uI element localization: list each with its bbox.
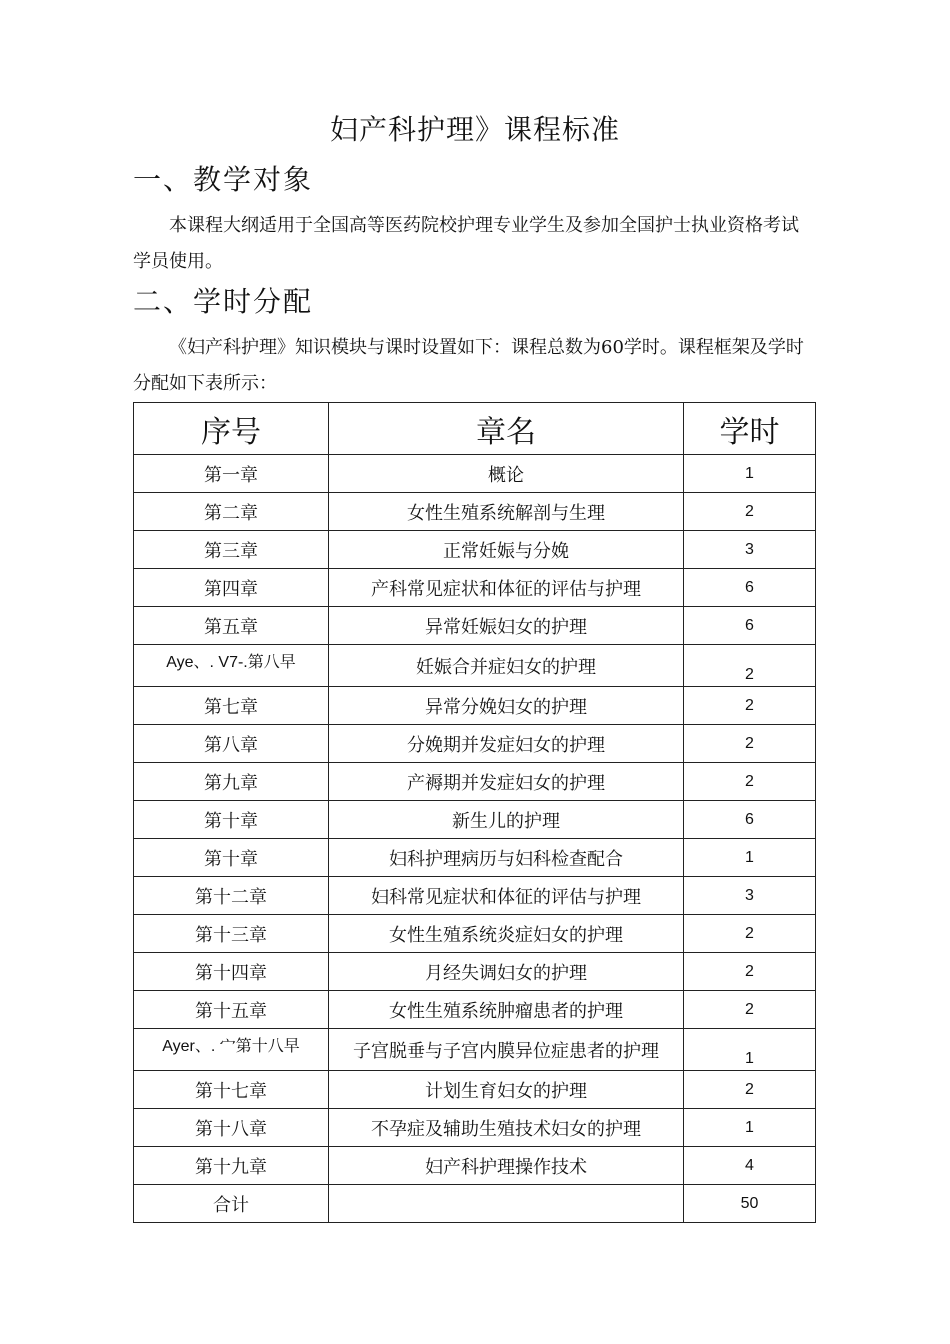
chapter-number: 第十二章 bbox=[134, 877, 329, 915]
chapter-name: 女性生殖系统解剖与生理 bbox=[329, 493, 684, 531]
total-hours: 50 bbox=[684, 1185, 816, 1223]
chapter-number: 第十九章 bbox=[134, 1147, 329, 1185]
document-title: 妇产科护理》课程标准 bbox=[329, 113, 620, 146]
chapter-name: 妇科常见症状和体征的评估与护理 bbox=[329, 877, 684, 915]
chapter-number: 第十章 bbox=[134, 839, 329, 877]
table-header-row bbox=[134, 403, 816, 455]
table-row bbox=[134, 991, 816, 1029]
table-row bbox=[134, 493, 816, 531]
chapter-name: 子宫脱垂与子宫内膜异位症患者的护理 bbox=[329, 1029, 684, 1071]
chapter-name: 不孕症及辅助生殖技术妇女的护理 bbox=[329, 1109, 684, 1147]
chapter-number: 第十三章 bbox=[134, 915, 329, 953]
header-hours: 学时 bbox=[684, 403, 816, 455]
hours-table bbox=[133, 402, 816, 1223]
table-row bbox=[134, 531, 816, 569]
chapter-number: 第十五章 bbox=[134, 991, 329, 1029]
chapter-number: 第十章 bbox=[134, 801, 329, 839]
chapter-name: 女性生殖系统炎症妇女的护理 bbox=[329, 915, 684, 953]
section-paragraph-teaching-target: 本课程大纲适用于全国高等医药院校护理专业学生及参加全国护士执业资格考试学员使用。 bbox=[133, 215, 799, 272]
chapter-hours: 1 bbox=[684, 455, 816, 493]
table-row bbox=[134, 645, 816, 687]
chapter-hours: 2 bbox=[684, 763, 816, 801]
chapter-hours: 2 bbox=[684, 645, 816, 687]
total-name bbox=[329, 1185, 684, 1223]
chapter-hours: 2 bbox=[684, 687, 816, 725]
chapter-number: 第五章 bbox=[134, 607, 329, 645]
table-row bbox=[134, 569, 816, 607]
chapter-name: 月经失调妇女的护理 bbox=[329, 953, 684, 991]
chapter-hours: 2 bbox=[684, 991, 816, 1029]
chapter-number: 第十七章 bbox=[134, 1071, 329, 1109]
total-label: 合计 bbox=[134, 1185, 329, 1223]
chapter-number: 第四章 bbox=[134, 569, 329, 607]
chapter-name: 概论 bbox=[329, 455, 684, 493]
chapter-name: 产科常见症状和体征的评估与护理 bbox=[329, 569, 684, 607]
chapter-number: Ayer、. 宀第十八早 bbox=[134, 1029, 329, 1071]
chapter-name: 妇产科护理操作技术 bbox=[329, 1147, 684, 1185]
table-row bbox=[134, 915, 816, 953]
table-row bbox=[134, 877, 816, 915]
chapter-hours: 4 bbox=[684, 1147, 816, 1185]
table-body bbox=[134, 455, 816, 1223]
table-row bbox=[134, 801, 816, 839]
section-paragraph-hours-allocation: 《妇产科护理》知识模块与课时设置如下：课程总数为60学时。课程框架及学时分配如下表所示： bbox=[133, 337, 804, 394]
chapter-number: 第三章 bbox=[134, 531, 329, 569]
chapter-name: 异常分娩妇女的护理 bbox=[329, 687, 684, 725]
table-row bbox=[134, 687, 816, 725]
section-heading-teaching-target: 一、教学对象 bbox=[133, 163, 314, 196]
table-row bbox=[134, 725, 816, 763]
chapter-number: 第十八章 bbox=[134, 1109, 329, 1147]
chapter-number: 第二章 bbox=[134, 493, 329, 531]
chapter-number: 第一章 bbox=[134, 455, 329, 493]
chapter-hours: 3 bbox=[684, 531, 816, 569]
chapter-name: 正常妊娠与分娩 bbox=[329, 531, 684, 569]
chapter-hours: 2 bbox=[684, 493, 816, 531]
chapter-hours: 3 bbox=[684, 877, 816, 915]
chapter-name: 新生儿的护理 bbox=[329, 801, 684, 839]
chapter-number: 第七章 bbox=[134, 687, 329, 725]
chapter-name: 计划生育妇女的护理 bbox=[329, 1071, 684, 1109]
chapter-name: 产褥期并发症妇女的护理 bbox=[329, 763, 684, 801]
section-heading-hours-allocation: 二、学时分配 bbox=[133, 285, 314, 318]
table-row bbox=[134, 1147, 816, 1185]
chapter-name: 女性生殖系统肿瘤患者的护理 bbox=[329, 991, 684, 1029]
chapter-hours: 2 bbox=[684, 1071, 816, 1109]
table-row bbox=[134, 1109, 816, 1147]
chapter-hours: 6 bbox=[684, 801, 816, 839]
header-number: 序号 bbox=[134, 403, 329, 455]
chapter-number: Aye、. V7-.第八早 bbox=[134, 645, 329, 687]
chapter-name: 妇科护理病历与妇科检查配合 bbox=[329, 839, 684, 877]
chapter-hours: 1 bbox=[684, 839, 816, 877]
table-row bbox=[134, 455, 816, 493]
chapter-hours: 1 bbox=[684, 1029, 816, 1071]
table-row bbox=[134, 1029, 816, 1071]
chapter-name: 分娩期并发症妇女的护理 bbox=[329, 725, 684, 763]
header-chapter-name: 章名 bbox=[329, 403, 684, 455]
chapter-hours: 2 bbox=[684, 725, 816, 763]
table-row bbox=[134, 763, 816, 801]
chapter-number: 第十四章 bbox=[134, 953, 329, 991]
table-row bbox=[134, 839, 816, 877]
chapter-number: 第八章 bbox=[134, 725, 329, 763]
chapter-number: 第九章 bbox=[134, 763, 329, 801]
chapter-hours: 2 bbox=[684, 915, 816, 953]
chapter-hours: 6 bbox=[684, 569, 816, 607]
chapter-name: 异常妊娠妇女的护理 bbox=[329, 607, 684, 645]
chapter-hours: 6 bbox=[684, 607, 816, 645]
chapter-name: 妊娠合并症妇女的护理 bbox=[329, 645, 684, 687]
table-row bbox=[134, 1071, 816, 1109]
chapter-hours: 1 bbox=[684, 1109, 816, 1147]
chapter-hours: 2 bbox=[684, 953, 816, 991]
table-row bbox=[134, 607, 816, 645]
table-total-row bbox=[134, 1185, 816, 1223]
table-row bbox=[134, 953, 816, 991]
